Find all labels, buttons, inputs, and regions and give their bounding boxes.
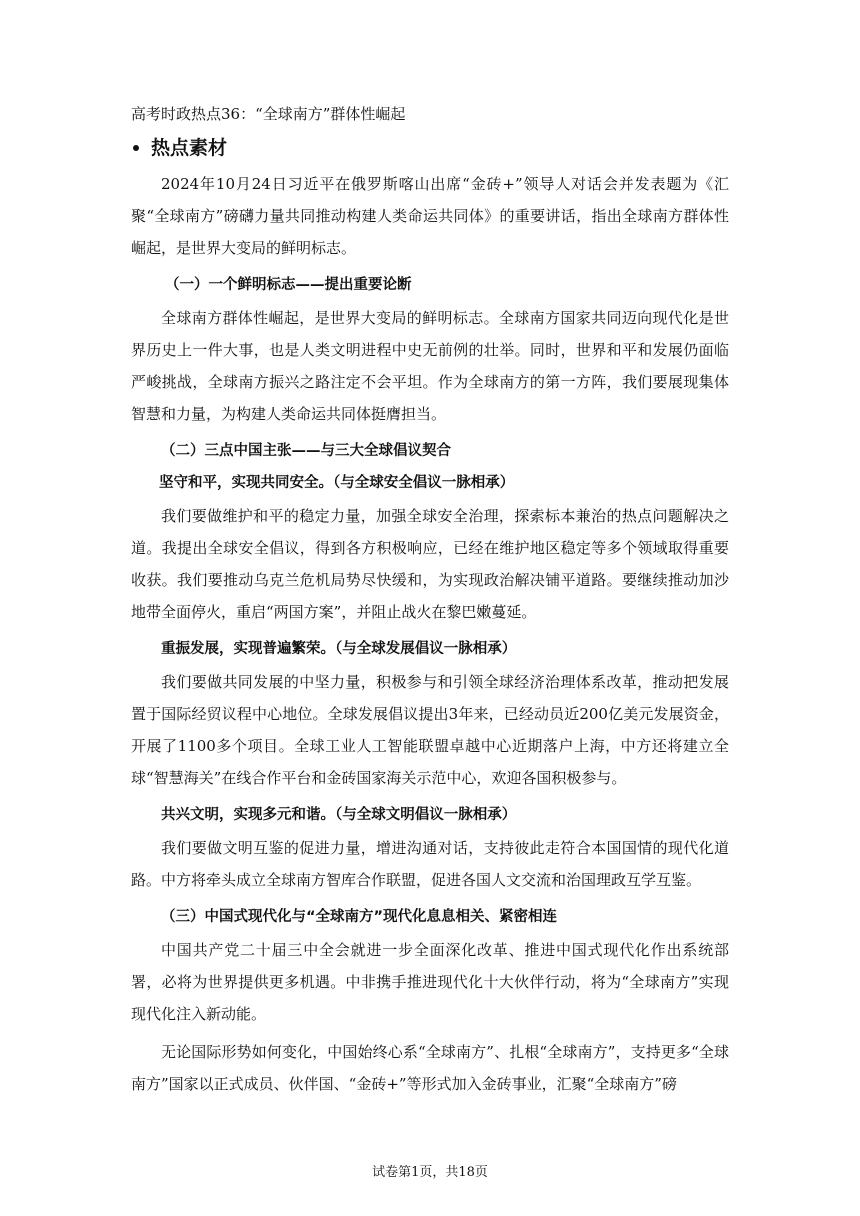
claim3-heading: 共兴文明，实现多元和谐。（与全球文明倡议一脉相承） — [161, 807, 517, 823]
part3-paragraph-2: 无论国际形势如何变化，中国始终心系“全球南方”、扎根“全球南方”，支持更多“全球南方”国家以正式成员、伙伴国、“金砖+”等形式加入金砖事业，汇聚“全球南方”磅 — [131, 1043, 729, 1093]
page-footer: 试卷第1页，共18页 — [372, 1165, 488, 1180]
document-title: 高考时政热点36：“全球南方”群体性崛起 — [131, 105, 406, 123]
intro-paragraph: 2024年10月24日习近平在俄罗斯喀山出席“金砖+”领导人对话会并发表题为《汇聚“全球南方”磅礴力量共同推动构建人类命运共同体》的重要讲话，指出全球南方群体性崛起，是世界大变局的鲜明标志。 — [131, 175, 729, 257]
claim1-paragraph: 我们要做维护和平的稳定力量，加强全球安全治理，探索标本兼治的热点问题解决之道。我提出全球安全倡议，得到各方积极响应，已经在维护地区稳定等多个领域取得重要收获。我们要推动乌克兰危机局势尽快缓和，为实现政治解决铺平道路。要继续推动加沙地带全面停火，重启“两国方案”，并阻止战火在黎巴嫩蔓延。 — [131, 507, 729, 621]
part3-paragraph-1: 中国共产党二十届三中全会就进一步全面深化改革、推进中国式现代化作出系统部署，必将为世界提供更多机遇。中非携手推进现代化十大伙伴行动，将为“全球南方”实现现代化注入新动能。 — [131, 941, 729, 1023]
bullet-icon — [133, 145, 139, 151]
part3-heading: （三）中国式现代化与“全球南方”现代化息息相关、紧密相连 — [161, 909, 558, 925]
section-title-text: 热点素材 — [151, 137, 228, 159]
section-title — [131, 134, 729, 162]
part2-heading: （二）三点中国主张——与三大全球倡议契合 — [161, 443, 451, 459]
claim3-paragraph: 我们要做文明互鉴的促进力量，增进沟通对话，支持彼此走符合本国国情的现代化道路。中方将牵头成立全球南方智库合作联盟，促进各国人文交流和治国理政互学互鉴。 — [131, 839, 729, 889]
part1-paragraph: 全球南方群体性崛起，是世界大变局的鲜明标志。全球南方国家共同迈向现代化是世界历史上一件大事，也是人类文明进程中史无前例的壮举。同时，世界和平和发展仍面临严峻挑战，全球南方振兴之路注定不会平坦。作为全球南方的第一方阵，我们要展现集体智慧和力量，为构建人类命运共同体挺膺担当。 — [131, 309, 729, 423]
part1-heading: （一）一个鲜明标志——提出重要论断 — [165, 277, 412, 293]
document-body — [131, 102, 729, 1100]
claim2-paragraph: 我们要做共同发展的中坚力量，积极参与和引领全球经济治理体系改革，推动把发展置于国际经贸议程中心地位。全球发展倡议提出3年来，已经动员近200亿美元发展资金，开展了1100多个项目。全球工业人工智能联盟卓越中心近期落户上海，中方还将建立全球“智慧海关”在线合作平台和金砖国家海关示范中心，欢迎各国积极参与。 — [131, 673, 729, 787]
claim1-heading: 坚守和平，实现共同安全。（与全球安全倡议一脉相承） — [159, 475, 515, 491]
claim2-heading: 重振发展，实现普遍繁荣。（与全球发展倡议一脉相承） — [161, 641, 517, 657]
